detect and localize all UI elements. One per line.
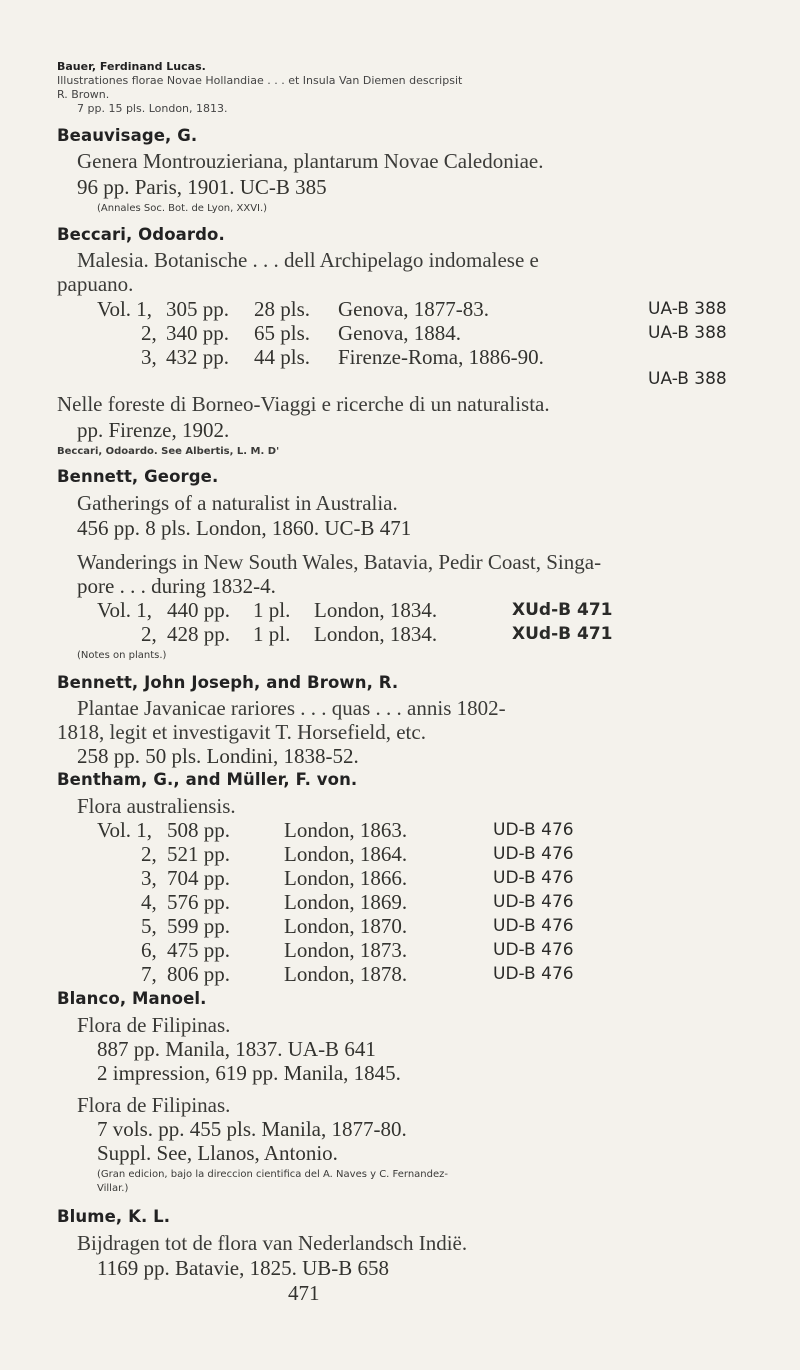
- bentham-vol1-code: UD-B 476: [493, 820, 574, 840]
- author-blume: Blume, K. L.: [57, 1207, 171, 1226]
- beccari-vol3-vol: 3,: [141, 345, 157, 369]
- beccari-title2-line1: Nelle foreste di Borneo-Viaggi e ricerche di un naturalista.: [57, 392, 550, 416]
- bentham-title: Flora australiensis.: [77, 794, 236, 818]
- beauvisage-meta: 96 pp. Paris, 1901. UC-B 385: [77, 175, 327, 199]
- blanco-title: Flora de Filipinas.: [77, 1013, 231, 1037]
- bentham-vol4-code: UD-B 476: [493, 892, 574, 912]
- bentham-vol7-code: UD-B 476: [493, 964, 574, 984]
- beccari-vol2-vol: 2,: [141, 321, 157, 345]
- blanco-note-line1: (Gran edicion, bajo la direccion cientifica del A. Naves y C. Fernandez-: [97, 1169, 448, 1180]
- bentham-vol7-pp: 806 pp.: [167, 962, 230, 986]
- bentham-vol6-place: London, 1873.: [284, 938, 408, 962]
- bennett-g-vol2-place: London, 1834.: [314, 622, 438, 646]
- beccari-vol2-pls: 65 pls.: [254, 321, 311, 345]
- beccari-vol1-pp: 305 pp.: [166, 297, 229, 321]
- beccari-vol1-place: Genova, 1877-83.: [338, 297, 490, 321]
- bentham-vol3-vol: 3,: [141, 866, 157, 890]
- bennett-g-vol1-pl: 1 pl.: [253, 598, 291, 622]
- bauer-meta: 7 pp. 15 pls. London, 1813.: [77, 102, 228, 115]
- bentham-vol5-pp: 599 pp.: [167, 914, 230, 938]
- bennett-g-vol2-vol: 2,: [141, 622, 157, 646]
- blanco-note-line2: Villar.): [97, 1183, 129, 1194]
- bennett-g-vol1-place: London, 1834.: [314, 598, 438, 622]
- bauer-title-line1: Illustrationes florae Novae Hollandiae . . . et Insula Van Diemen descripsit: [57, 74, 463, 87]
- bennett-g-title2-line2: pore . . . during 1832-4.: [77, 574, 276, 598]
- bentham-vol5-place: London, 1870.: [284, 914, 408, 938]
- blume-title: Bijdragen tot de flora van Nederlandsch Indië.: [77, 1231, 468, 1255]
- bennett-jj-meta: 258 pp. 50 pls. Londini, 1838-52.: [77, 744, 359, 768]
- bentham-vol5-vol: 5,: [141, 914, 157, 938]
- bennett-g-note: (Notes on plants.): [77, 650, 167, 661]
- bentham-vol7-vol: 7,: [141, 962, 157, 986]
- beccari-title-line2: papuano.: [57, 272, 134, 296]
- beccari-vol2-code: UA-B 388: [648, 323, 727, 343]
- bauer-title-line2: R. Brown.: [57, 88, 110, 101]
- bennett-g-title: Gatherings of a naturalist in Australia.: [77, 491, 398, 515]
- bennett-g-title2-line1: Wanderings in New South Wales, Batavia, Pedir Coast, Singa-: [77, 550, 602, 574]
- bentham-vol2-pp: 521 pp.: [167, 842, 230, 866]
- bentham-vol1-place: London, 1863.: [284, 818, 408, 842]
- bennett-g-vol2-pp: 428 pp.: [167, 622, 230, 646]
- bennett-g-meta: 456 pp. 8 pls. London, 1860. UC-B 471: [77, 516, 412, 540]
- page-number: 471: [288, 1281, 320, 1305]
- author-beauvisage: Beauvisage, G.: [57, 126, 198, 145]
- blume-meta: 1169 pp. Batavie, 1825. UB-B 658: [97, 1256, 390, 1280]
- bennett-jj-title-line1: Plantae Javanicae rariores . . . quas . . . annis 1802-: [77, 696, 506, 720]
- blanco-title2: Flora de Filipinas.: [77, 1093, 231, 1117]
- beccari-vol1-code: UA-B 388: [648, 299, 727, 319]
- beccari-title-line1: Malesia. Botanische . . . dell Archipelago indomalese e: [77, 248, 539, 272]
- beccari-vol3-pls: 44 pls.: [254, 345, 311, 369]
- blanco-meta: 887 pp. Manila, 1837. UA-B 641: [97, 1037, 376, 1061]
- bentham-vol1-vol: Vol. 1,: [97, 818, 153, 842]
- beccari-title2-line2: pp. Firenze, 1902.: [77, 418, 230, 442]
- bennett-g-vol2-code: XUd-B 471: [512, 624, 613, 644]
- author-bentham: Bentham, G., and Müller, F. von.: [57, 770, 358, 789]
- beccari-vol2-pp: 340 pp.: [166, 321, 229, 345]
- beccari-vol1-pls: 28 pls.: [254, 297, 311, 321]
- bennett-g-vol2-pl: 1 pl.: [253, 622, 291, 646]
- bentham-vol3-code: UD-B 476: [493, 868, 574, 888]
- beccari-see-reference: Beccari, Odoardo. See Albertis, L. M. D': [57, 446, 280, 457]
- bentham-vol6-pp: 475 pp.: [167, 938, 230, 962]
- author-beccari: Beccari, Odoardo.: [57, 225, 225, 244]
- bentham-vol4-place: London, 1869.: [284, 890, 408, 914]
- blanco-meta2: 2 impression, 619 pp. Manila, 1845.: [97, 1061, 401, 1085]
- bennett-g-vol1-vol: Vol. 1,: [97, 598, 153, 622]
- bentham-vol2-code: UD-B 476: [493, 844, 574, 864]
- beauvisage-note: (Annales Soc. Bot. de Lyon, XXVI.): [97, 203, 268, 214]
- bentham-vol3-pp: 704 pp.: [167, 866, 230, 890]
- bennett-jj-title-line2: 1818, legit et investigavit T. Horsefield, etc.: [57, 720, 426, 744]
- bentham-vol7-place: London, 1878.: [284, 962, 408, 986]
- bentham-vol4-pp: 576 pp.: [167, 890, 230, 914]
- author-bauer: Bauer, Ferdinand Lucas.: [57, 60, 206, 73]
- beccari-vol3-place: Firenze-Roma, 1886-90.: [338, 345, 544, 369]
- bentham-vol2-vol: 2,: [141, 842, 157, 866]
- bentham-vol6-vol: 6,: [141, 938, 157, 962]
- author-blanco: Blanco, Manoel.: [57, 989, 207, 1008]
- bentham-vol1-pp: 508 pp.: [167, 818, 230, 842]
- bentham-vol6-code: UD-B 476: [493, 940, 574, 960]
- bentham-vol2-place: London, 1864.: [284, 842, 408, 866]
- beccari-vol3-pp: 432 pp.: [166, 345, 229, 369]
- beccari-vol2-place: Genova, 1884.: [338, 321, 462, 345]
- bennett-g-vol1-pp: 440 pp.: [167, 598, 230, 622]
- blanco-meta3: 7 vols. pp. 455 pls. Manila, 1877-80.: [97, 1117, 407, 1141]
- beccari-vol3-code: UA-B 388: [648, 369, 727, 389]
- author-bennett-george: Bennett, George.: [57, 467, 219, 486]
- blanco-suppl: Suppl. See, Llanos, Antonio.: [97, 1141, 338, 1165]
- author-bennett-john-joseph: Bennett, John Joseph, and Brown, R.: [57, 673, 399, 692]
- bentham-vol3-place: London, 1866.: [284, 866, 408, 890]
- beauvisage-title: Genera Montrouzieriana, plantarum Novae Caledoniae.: [77, 149, 544, 173]
- bentham-vol4-vol: 4,: [141, 890, 157, 914]
- beccari-vol1-vol: Vol. 1,: [97, 297, 153, 321]
- bentham-vol5-code: UD-B 476: [493, 916, 574, 936]
- bennett-g-vol1-code: XUd-B 471: [512, 600, 613, 620]
